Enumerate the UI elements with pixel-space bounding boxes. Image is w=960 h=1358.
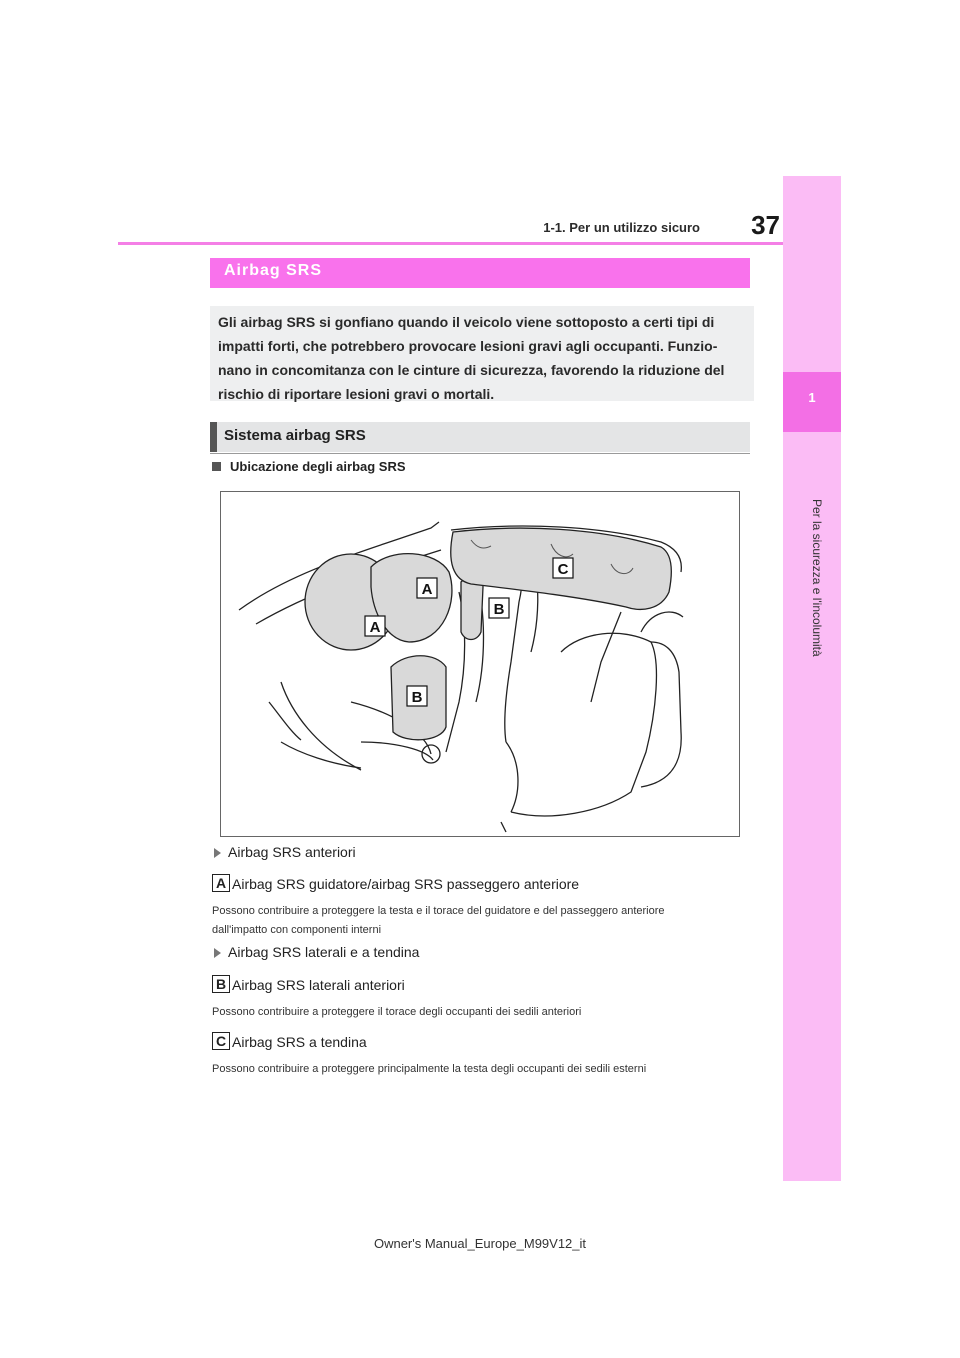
intro-text: Gli airbag SRS si gonfiano quando il veicolo viene sottoposto a certi tipi di impatti forti, che potrebbero provocare lesioni gravi agli occupanti. Funzio-nano in concomitanza con le cinture di sicurezza, favorendo la riduzione del rischio di riportare lesioni gravi o mortali. bbox=[218, 314, 725, 402]
badge-a: A bbox=[212, 874, 230, 892]
label-c: C bbox=[557, 561, 569, 578]
label-b-left: B bbox=[411, 689, 423, 706]
chapter-number: 1 bbox=[808, 390, 816, 405]
badge-c: C bbox=[212, 1032, 230, 1050]
section-title: Airbag SRS bbox=[224, 262, 323, 279]
item-c-label: Airbag SRS a tendina bbox=[232, 1034, 367, 1050]
item-b-label: Airbag SRS laterali anteriori bbox=[232, 977, 405, 993]
item-a-description-line2: dall'impatto con componenti interni bbox=[212, 924, 382, 936]
chapter-label: Per la sicurezza e l'incolumità bbox=[810, 499, 824, 657]
triangle-bullet-icon bbox=[214, 848, 221, 858]
subsection-divider bbox=[210, 453, 750, 454]
car-interior-drawing bbox=[221, 492, 739, 836]
page-number: 37 bbox=[751, 210, 780, 240]
item-c-description: Possono contribuire a proteggere principalmente la testa degli occupanti dei sedili esterni bbox=[212, 1063, 647, 1075]
item-a-label: Airbag SRS guidatore/airbag SRS passeggero anteriore bbox=[232, 876, 580, 892]
airbag-location-illustration bbox=[220, 491, 740, 837]
footer-text: Owner's Manual_Europe_M99V12_it bbox=[373, 1236, 587, 1251]
chapter-side-tab bbox=[783, 176, 841, 1181]
subsection-accent bbox=[210, 422, 217, 452]
label-a-upper: A bbox=[421, 581, 433, 598]
bullet-heading: Ubicazione degli airbag SRS bbox=[230, 459, 406, 474]
header-divider bbox=[118, 242, 783, 245]
label-a-lower: A bbox=[369, 619, 381, 636]
label-b-right: B bbox=[493, 601, 505, 618]
front-airbags-heading: Airbag SRS anteriori bbox=[228, 844, 356, 860]
subsection-title: Sistema airbag SRS bbox=[224, 427, 366, 444]
square-bullet-icon bbox=[212, 462, 221, 471]
badge-b: B bbox=[212, 975, 230, 993]
triangle-bullet-icon bbox=[214, 948, 221, 958]
item-a-description-line1: Possono contribuire a proteggere la testa e il torace del guidatore e del passeggero anteriore bbox=[212, 905, 665, 917]
header-section-path: 1-1. Per un utilizzo sicuro bbox=[543, 220, 700, 235]
side-curtain-airbags-heading: Airbag SRS laterali e a tendina bbox=[228, 944, 420, 960]
item-b-description: Possono contribuire a proteggere il torace degli occupanti dei sedili anteriori bbox=[212, 1006, 582, 1018]
